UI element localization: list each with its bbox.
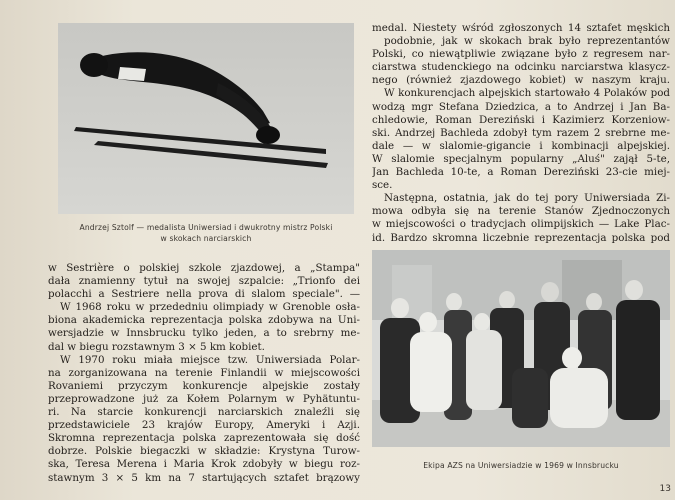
text-line: dal w biegu rozstawnym 3 × 5 km kobiet. [48,340,265,353]
left-paragraph-2 [48,354,360,485]
text-line: Następna, ostatnia, jak do tej pory Uniwersiada Zi- [384,192,670,205]
ski-jumper-caption-line1: Andrzej Sztolf — medalista Uniwersiad i dwukrotny mistrz Polski [79,223,333,232]
ski-jumper-caption-line2: w skokach narciarskich [160,234,252,243]
ski-jumper-photo [58,23,354,214]
team-photo [372,250,670,447]
text-line: biona akademicka reprezentacja polska zdobywa na Uni- [48,314,360,327]
text-line: stawnym 3 × 5 km na 7 startujących sztafet brązowy [48,471,360,484]
text-line: dobrze. Polskie biegaczki w składzie: Krystyna Turow- [48,445,360,458]
text-line: ri. Na starcie konkurencji narciarskich znaleźli się [48,406,360,419]
text-line: przeprowadzone już za Kołem Polarnym w Pyhätuntu- [48,392,360,405]
team-group-image [372,250,670,447]
text-line: W 1970 roku miała miejsce tzw. Uniwersiada Polar- [60,353,360,366]
text-line: Polski, co niewątpliwie związane było z regresem nar- [372,48,670,61]
text-line: w miejscowości o tradycjach olimpijskich — Lake Plac- [372,218,670,231]
text-line: ciarstwa studenckiego na odcinku narciarstwa klasycz- [372,61,670,74]
text-line: ski. Andrzej Bachleda zdobył tym razem 2 srebrne me- [372,126,670,139]
text-line: W 1968 roku w przededniu olimpiady w Grenoble osła- [60,301,360,314]
text-line: dała znamienny tytuł na swojej szpalcie: „Trionfo dei [48,275,360,288]
ski-jumper-image [58,23,354,214]
text-line: wersjadzie w Innsbrucku tylko jeden, a to srebrny me- [48,327,360,340]
right-column-text [372,22,670,245]
text-line: wodzą mgr Stefana Dziedzica, a to Andrzej i Jan Ba- [372,100,670,113]
text-line: Jan Bachleda 10-te, a Roman Dereziński 23-cie miej- [372,166,670,179]
page-number: 13 [659,484,671,494]
text-line: na zorganizowana na terenie Finlandii w miejscowości [48,366,360,379]
text-line: W slalomie specjalnym popularny „Aluś" zajął 5-te, [372,152,670,165]
right-paragraph-1 [372,22,670,192]
text-line: W konkurencjach alpejskich startowało 4 Polaków pod [384,87,670,100]
text-line: sce. [372,179,393,192]
text-line: nego (również zjazdowego kobiet) w naszym kraju. [372,74,670,87]
text-line: chledowie, Roman Dereziński i Kazimierz Korzeniow- [372,113,670,126]
text-line: Skromna reprezentacja polska zaprezentowała się dość [48,432,360,445]
text-line: medal. Niestety wśród zgłoszonych 14 sztafet męskich [372,22,670,34]
text-line: mowa odbyła się na terenie Stanów Zjednoczonych [372,205,670,218]
text-line: dale — w slalomie-gigancie i kombinacji alpejskiej. [372,139,670,152]
text-line: w Sestrière o polskiej szkole zjazdowej, a „Stampa" [48,262,360,274]
text-line: Rovaniemi przyczym konkurencje alpejskie zostały [48,379,360,392]
text-line: ska, Teresa Merena i Maria Krok zdobyły w biegu roz- [48,458,360,471]
text-line: id. Bardzo skromna liczebnie reprezentacja polska pod [372,231,670,244]
left-column-text [48,262,360,485]
team-photo-caption: Ekipa AZS na Uniwersiadzie w 1969 w Innsbrucku [423,461,619,470]
text-line: przedstawiciele 23 krajów Europy, Ameryki i Azji. [48,419,360,432]
left-paragraph-1 [48,262,360,354]
text-line: podobnie, jak w skokach brak było reprezentantów [384,35,670,48]
right-paragraph-2 [372,192,670,244]
ski-jumper-caption [44,222,368,244]
text-line: polacchi a Sestriere nella prova di slalom speciale". — [48,288,360,301]
